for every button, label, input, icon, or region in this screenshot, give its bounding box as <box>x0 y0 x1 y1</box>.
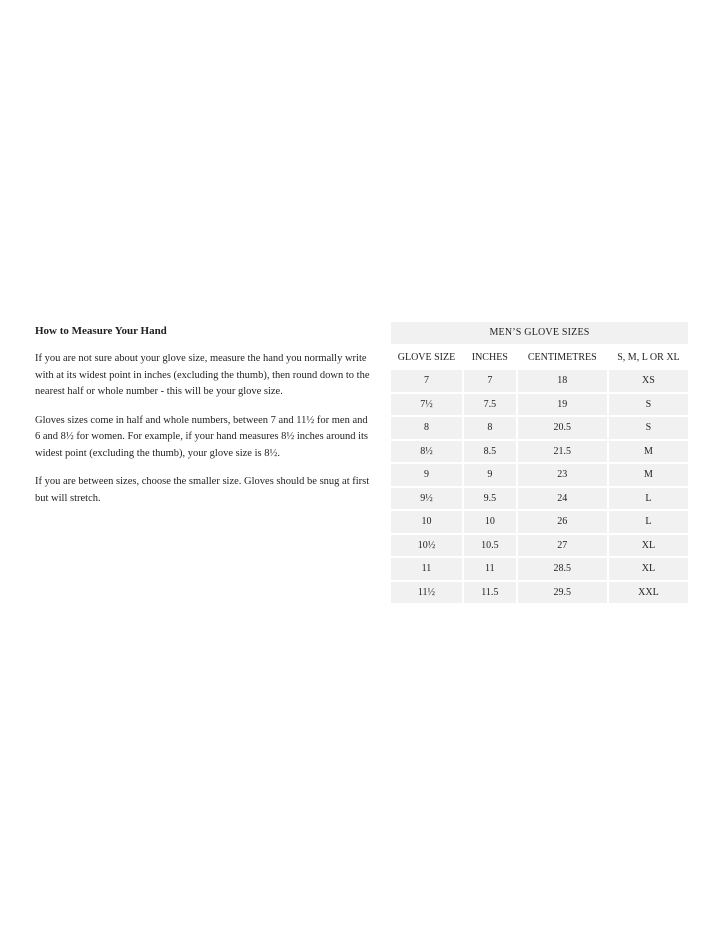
cell-glove-size: 8 <box>391 417 462 439</box>
table-row <box>391 394 688 416</box>
cell-centimetres: 28.5 <box>518 558 607 580</box>
cell-glove-size: 8½ <box>391 441 462 463</box>
table-row <box>391 417 688 439</box>
cell-centimetres: 29.5 <box>518 582 607 604</box>
table-row <box>391 535 688 557</box>
cell-letter-size: XXL <box>609 582 688 604</box>
table-row <box>391 370 688 392</box>
cell-letter-size: XL <box>609 558 688 580</box>
column-header-glove-size: GLOVE SIZE <box>391 346 462 368</box>
cell-glove-size: 11 <box>391 558 462 580</box>
guide-heading: How to Measure Your Hand <box>35 325 167 337</box>
measure-guide <box>35 323 373 519</box>
cell-inches: 7 <box>464 370 516 392</box>
guide-paragraph: If you are between sizes, choose the smaller size. Gloves should be snug at first but will stretch. <box>35 476 370 504</box>
cell-inches: 8.5 <box>464 441 516 463</box>
cell-centimetres: 19 <box>518 394 607 416</box>
cell-letter-size: S <box>609 417 688 439</box>
cell-glove-size: 7½ <box>391 394 462 416</box>
cell-letter-size: L <box>609 511 688 533</box>
table-row <box>391 582 688 604</box>
cell-letter-size: M <box>609 441 688 463</box>
cell-inches: 10 <box>464 511 516 533</box>
column-header-centimetres: CENTIMETRES <box>518 346 607 368</box>
cell-glove-size: 9½ <box>391 488 462 510</box>
cell-centimetres: 24 <box>518 488 607 510</box>
cell-inches: 9 <box>464 464 516 486</box>
cell-centimetres: 27 <box>518 535 607 557</box>
cell-inches: 11.5 <box>464 582 516 604</box>
cell-glove-size: 11½ <box>391 582 462 604</box>
cell-centimetres: 21.5 <box>518 441 607 463</box>
cell-letter-size: L <box>609 488 688 510</box>
cell-letter-size: XL <box>609 535 688 557</box>
cell-glove-size: 7 <box>391 370 462 392</box>
cell-inches: 7.5 <box>464 394 516 416</box>
table-header-row <box>391 346 688 368</box>
table-row <box>391 511 688 533</box>
cell-inches: 10.5 <box>464 535 516 557</box>
cell-glove-size: 10 <box>391 511 462 533</box>
cell-centimetres: 20.5 <box>518 417 607 439</box>
chart-title: MEN’S GLOVE SIZES <box>391 322 688 344</box>
cell-inches: 8 <box>464 417 516 439</box>
cell-centimetres: 23 <box>518 464 607 486</box>
cell-centimetres: 26 <box>518 511 607 533</box>
table-row <box>391 558 688 580</box>
cell-glove-size: 9 <box>391 464 462 486</box>
table-row <box>391 441 688 463</box>
glove-size-chart <box>391 322 688 603</box>
column-header-letter-size: S, M, L OR XL <box>609 346 688 368</box>
cell-centimetres: 18 <box>518 370 607 392</box>
guide-paragraph: If you are not sure about your glove size, measure the hand you normally write with at its widest point in inches (excluding the thumb), then round down to the nearest half or whole number - this will be your glove size. <box>35 353 370 397</box>
cell-letter-size: M <box>609 464 688 486</box>
cell-inches: 11 <box>464 558 516 580</box>
table-row <box>391 464 688 486</box>
cell-glove-size: 10½ <box>391 535 462 557</box>
column-header-inches: INCHES <box>464 346 516 368</box>
cell-letter-size: XS <box>609 370 688 392</box>
guide-paragraph: Gloves sizes come in half and whole numbers, between 7 and 11½ for men and 6 and 8½ for women. For example, if your hand measures 8½ inches around its widest point (excluding the thumb), your glove size is 8½. <box>35 414 369 459</box>
table-row <box>391 488 688 510</box>
cell-inches: 9.5 <box>464 488 516 510</box>
size-table <box>389 344 690 605</box>
cell-letter-size: S <box>609 394 688 416</box>
